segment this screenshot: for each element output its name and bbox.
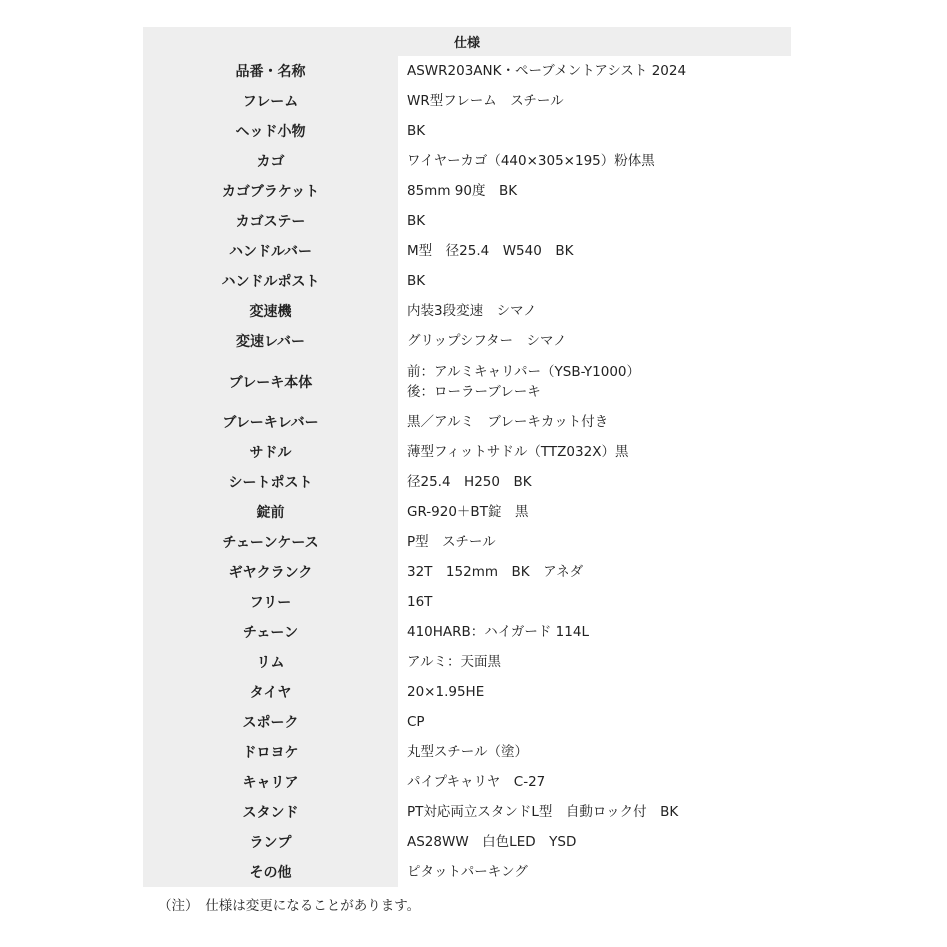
spec-label: ランプ [143,827,398,857]
spec-value-line: ASWR203ANK・ペーブメントアシスト 2024 [407,63,687,79]
spec-label: 錠前 [143,497,398,527]
spec-label: ドロヨケ [143,737,398,767]
spec-row [143,617,791,647]
spec-value [398,827,791,857]
spec-row [143,587,791,617]
spec-value [398,266,791,296]
spec-label: サドル [143,437,398,467]
spec-value [398,677,791,707]
spec-row [143,467,791,497]
spec-value [398,176,791,206]
spec-label: 品番・名称 [143,56,398,86]
spec-value-line: 後：ローラーブレーキ [407,383,541,400]
spec-value [398,296,791,326]
spec-row [143,56,791,86]
spec-label: スタンド [143,797,398,827]
spec-value-line: P型 スチール [407,534,496,550]
spec-value-line: 16T [407,594,433,610]
spec-row [143,707,791,737]
spec-row [143,236,791,266]
spec-row [143,116,791,146]
spec-label: 変速機 [143,296,398,326]
spec-value-line: 黒／アルミ ブレーキカット付き [407,414,609,430]
spec-value-line: パイプキャリヤ C-27 [407,774,546,790]
spec-value [398,356,791,407]
spec-rows [143,56,791,887]
spec-value [398,86,791,116]
spec-value-line: アルミ：天面黒 [407,654,501,670]
spec-table-header: 仕様 [143,27,791,56]
spec-row [143,857,791,887]
spec-value-line: 20×1.95HE [407,684,485,700]
spec-value [398,56,791,86]
spec-table [143,27,791,887]
spec-value [398,116,791,146]
spec-value [398,146,791,176]
spec-value [398,236,791,266]
spec-value [398,587,791,617]
spec-row [143,206,791,236]
spec-row [143,827,791,857]
spec-value-line: 径25.4 H250 BK [407,474,532,490]
spec-label: カゴブラケット [143,176,398,206]
spec-row [143,647,791,677]
spec-label: その他 [143,857,398,887]
spec-label: チェーン [143,617,398,647]
spec-value [398,497,791,527]
spec-value [398,326,791,356]
spec-value-line: 内装3段変速 シマノ [407,303,537,319]
spec-value-line: 前：アルミキャリパー（YSB-Y1000） [407,363,641,380]
spec-row [143,266,791,296]
spec-label: チェーンケース [143,527,398,557]
spec-label: ヘッド小物 [143,116,398,146]
spec-value-line: ワイヤーカゴ（440×305×195）粉体黒 [407,153,655,169]
spec-value-line: 丸型スチール（塗） [407,744,528,760]
spec-value-line: M型 径25.4 W540 BK [407,243,574,259]
spec-value-line: BK [407,213,426,229]
spec-label: フレーム [143,86,398,116]
spec-value [398,527,791,557]
spec-value [398,857,791,887]
spec-label: ブレーキレバー [143,407,398,437]
spec-value-line: 85mm 90度 BK [407,183,518,199]
spec-value-line: グリップシフター シマノ [407,333,567,349]
spec-value-line: 薄型フィットサドル（TTZ032X）黒 [407,444,629,460]
spec-value [398,437,791,467]
spec-value-line: WR型フレーム スチール [407,93,564,109]
spec-row [143,677,791,707]
spec-row [143,797,791,827]
spec-label: フリー [143,587,398,617]
spec-value-line: BK [407,273,426,289]
spec-row [143,437,791,467]
spec-value-line: 410HARB：ハイガード 114L [407,624,589,640]
spec-value [398,407,791,437]
spec-row [143,407,791,437]
spec-label: ハンドルポスト [143,266,398,296]
spec-value [398,206,791,236]
spec-value-line: GR-920＋BT錠 黒 [407,504,529,520]
spec-value-line: CP [407,714,425,730]
spec-row [143,146,791,176]
spec-label: ギヤクランク [143,557,398,587]
spec-row [143,767,791,797]
spec-row [143,557,791,587]
spec-value-line: AS28WW 白色LED YSD [407,834,577,850]
spec-label: ブレーキ本体 [143,356,398,407]
spec-row [143,176,791,206]
spec-value-line: PT対応両立スタンドL型 自動ロック付 BK [407,804,679,820]
spec-row [143,296,791,326]
spec-label: 変速レバー [143,326,398,356]
spec-label: カゴ [143,146,398,176]
spec-value [398,647,791,677]
spec-label: キャリア [143,767,398,797]
spec-label: スポーク [143,707,398,737]
spec-value-line: 32T 152mm BK アネダ [407,564,584,580]
spec-value [398,737,791,767]
spec-value-line: ピタットパーキング [407,864,528,880]
spec-value [398,707,791,737]
spec-label: タイヤ [143,677,398,707]
spec-value [398,797,791,827]
spec-row [143,737,791,767]
spec-row [143,86,791,116]
spec-note: （注） 仕様は変更になることがあります。 [158,898,421,914]
spec-row [143,527,791,557]
spec-value-line: BK [407,123,426,139]
spec-label: リム [143,647,398,677]
spec-value [398,467,791,497]
spec-value [398,617,791,647]
spec-value [398,557,791,587]
spec-label: シートポスト [143,467,398,497]
spec-label: ハンドルバー [143,236,398,266]
spec-value [398,767,791,797]
spec-row [143,326,791,356]
spec-label: カゴステー [143,206,398,236]
spec-row [143,497,791,527]
spec-row [143,356,791,407]
